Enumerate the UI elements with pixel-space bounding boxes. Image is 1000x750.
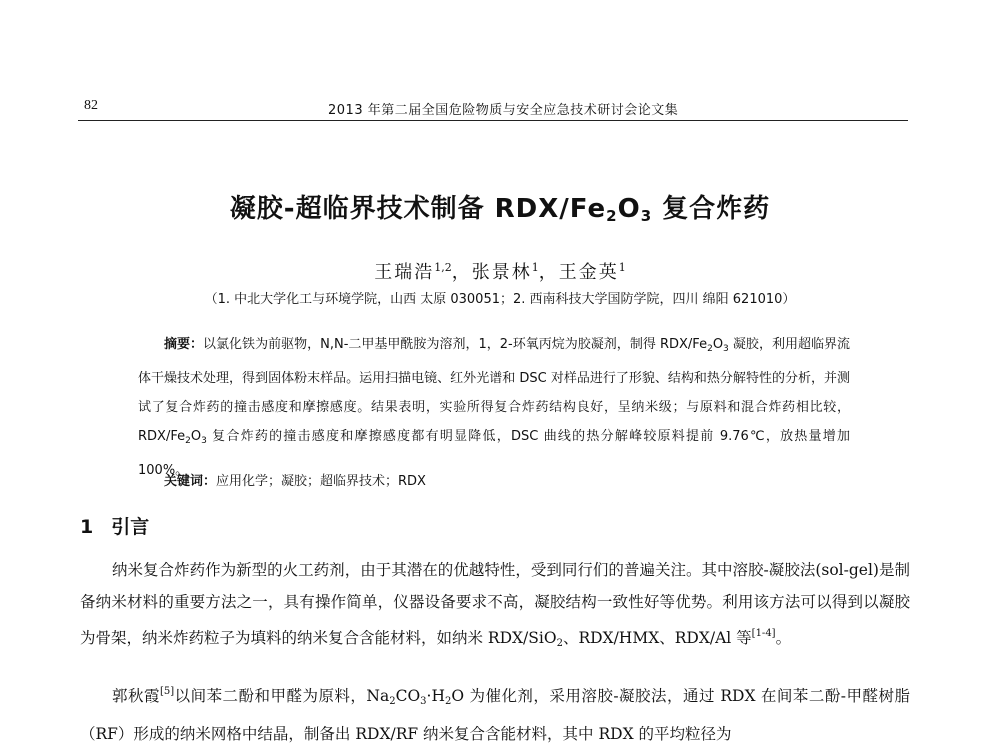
keywords: [164, 470, 854, 489]
page-header: [78, 96, 908, 121]
author-name: 王金英: [558, 262, 619, 283]
abstract-label: 摘要：: [164, 337, 204, 352]
page-number: 82: [84, 98, 98, 113]
body-paragraph: 郭秋霞[5]以间苯二酚和甲醛为原料，$Na_2CO_3\cdot H_2O$ 为催化剂，采用溶胶-凝胶法，通过 RDX 在间苯二酚-甲醛树脂（RF）形成的纳米网格中结晶，制备出 RDX/RF 纳米复合含能材料，其中 RDX 的平均粒径为: [80, 686, 910, 743]
keywords-text: 应用化学；凝胶；超临界技术；RDX: [216, 474, 426, 489]
body-paragraph: 纳米复合炸药作为新型的火工药剂，由于其潜在的优越特性，受到同行们的普遍关注。其中溶胶-凝胶法(sol-gel)是制备纳米材料的重要方法之一，具有操作简单，仪器设备要求不高，凝胶结构一致性好等优势。利用该方法可以得到以凝胶为骨架，纳米炸药粒子为填料的纳米复合含能材料，如纳米 RDX/SiO$_2$、RDX/HMX、RDX/Al 等[1-4]。: [80, 561, 910, 649]
affiliation: （1. 中北大学化工与环境学院，山西 太原 030051；2. 西南科技大学国防学院，四川 绵阳 621010）: [204, 292, 796, 307]
citation-ref: [1-4]: [751, 628, 776, 639]
author-name: 王瑞浩: [374, 262, 435, 283]
keywords-label: 关键词：: [164, 474, 217, 489]
author-list: 王瑞浩$^{1,2}$，张景林$^1$，王金英$^1$: [374, 261, 626, 283]
paper-title: 凝胶-超临界技术制备 RDX/$Fe_2O_3$ 复合炸药: [229, 194, 771, 225]
abstract: 摘要：以氯化铁为前驱物，N,N-二甲基甲酰胺为溶剂，1，2-环氧丙烷为胶凝剂，制得 RDX/$Fe_2O_3$ 凝胶，利用超临界流体干燥技术处理，得到固体粉末样品。运用扫描电镜、红外光谱和 DSC 对样品进行了形貌、结构和热分解特性的分析，并测试了复合炸药的撞击感度和摩擦感度。结果表明，实验所得复合炸药结构良好，呈纳米级；与原料和混合炸药相比较，RDX/$Fe_2O_3$ 复合炸药的撞击感度和摩擦感度都有明显降低，DSC 曲线的热分解峰较原料提前 9.76℃，放热量增加 100%。: [138, 337, 850, 478]
section-number: 1: [80, 516, 94, 538]
running-head: 2013 年第二届全国危险物质与安全应急技术研讨会论文集: [328, 103, 679, 118]
section-title: 引言: [111, 516, 150, 538]
author-name: 张景林: [471, 262, 532, 283]
citation-ref: [5]: [159, 686, 175, 697]
section-heading: [80, 512, 149, 539]
